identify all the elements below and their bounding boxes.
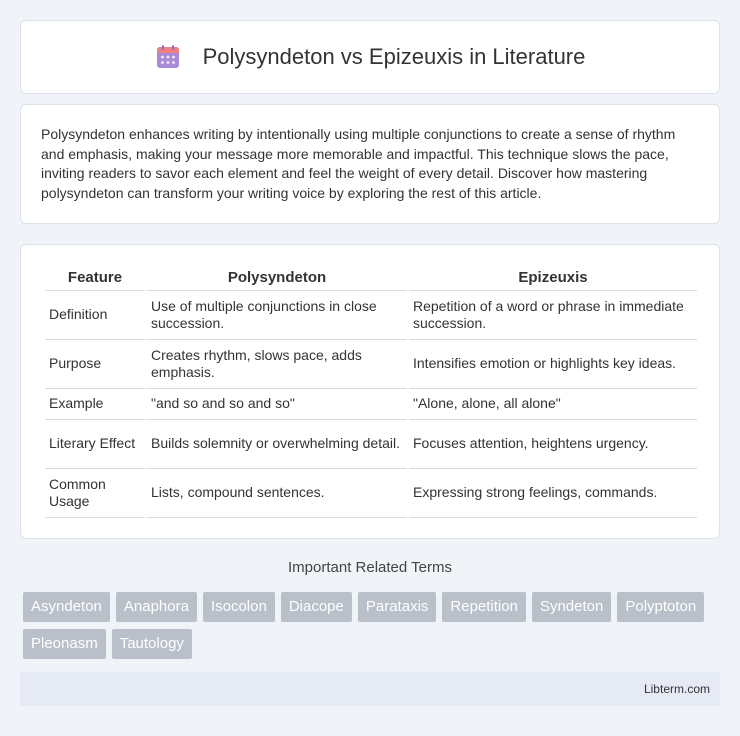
tag-repetition[interactable]: Repetition <box>442 592 526 622</box>
header-epizeuxis: Epizeuxis <box>409 265 697 291</box>
cell-polysyndeton: Creates rhythm, slows pace, adds emphasis. <box>147 340 407 389</box>
footer <box>20 672 720 706</box>
cell-feature: Example <box>45 389 145 420</box>
tag-asyndeton[interactable]: Asyndeton <box>23 592 110 622</box>
footer-site-link[interactable]: Libterm.com <box>643 682 710 696</box>
tag-pleonasm[interactable]: Pleonasm <box>23 629 106 659</box>
table-row <box>45 340 697 389</box>
cell-feature: Purpose <box>45 340 145 389</box>
table-row <box>45 420 697 469</box>
cell-epizeuxis: Repetition of a word or phrase in immediate succession. <box>409 291 697 340</box>
cell-epizeuxis: Expressing strong feelings, commands. <box>409 469 697 518</box>
tag-syndeton[interactable]: Syndeton <box>532 592 611 622</box>
comparison-table <box>43 265 699 518</box>
comparison-table-card <box>20 244 720 539</box>
cell-feature: Literary Effect <box>45 420 145 469</box>
cell-epizeuxis: Focuses attention, heightens urgency. <box>409 420 697 469</box>
calendar-icon <box>155 44 181 70</box>
tag-parataxis[interactable]: Parataxis <box>358 592 437 622</box>
tag-tautology[interactable]: Tautology <box>112 629 192 659</box>
cell-polysyndeton: Use of multiple conjunctions in close succession. <box>147 291 407 340</box>
cell-polysyndeton: Builds solemnity or overwhelming detail. <box>147 420 407 469</box>
table-header-row <box>45 265 697 291</box>
table-row <box>45 291 697 340</box>
title-card <box>20 20 720 94</box>
related-terms-heading: Important Related Terms <box>288 559 452 576</box>
table-row <box>45 469 697 518</box>
tag-polyptoton[interactable]: Polyptoton <box>617 592 704 622</box>
tag-isocolon[interactable]: Isocolon <box>203 592 275 622</box>
intro-card <box>20 104 720 224</box>
cell-polysyndeton: Lists, compound sentences. <box>147 469 407 518</box>
cell-feature: Definition <box>45 291 145 340</box>
header-polysyndeton: Polysyndeton <box>147 265 407 291</box>
cell-epizeuxis: "Alone, alone, all alone" <box>409 389 697 420</box>
cell-feature: Common Usage <box>45 469 145 518</box>
cell-polysyndeton: "and so and so and so" <box>147 389 407 420</box>
header-feature: Feature <box>45 265 145 291</box>
intro-paragraph: Polysyndeton enhances writing by intentionally using multiple conjunctions to create a sense of rhythm and emphasis, making your message more memorable and impactful. This technique slows the pace, inviting readers to savor each element and feel the weight of every detail. Discover how mastering polysyndeton can transform your writing voice by exploring the rest of this article. <box>41 126 676 201</box>
related-terms-list <box>23 592 723 659</box>
tag-diacope[interactable]: Diacope <box>281 592 352 622</box>
cell-epizeuxis: Intensifies emotion or highlights key ideas. <box>409 340 697 389</box>
page-title: Polysyndeton vs Epizeuxis in Literature <box>202 44 586 69</box>
tag-anaphora[interactable]: Anaphora <box>116 592 197 622</box>
table-row <box>45 389 697 420</box>
